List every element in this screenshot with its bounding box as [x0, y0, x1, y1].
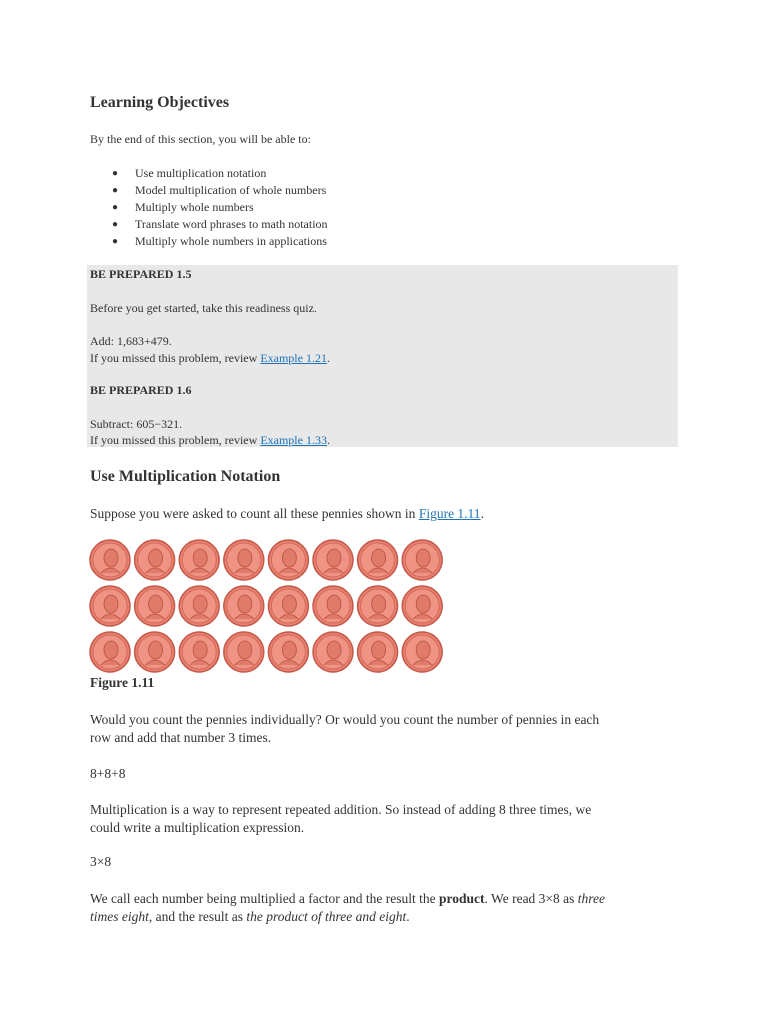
- penny-icon: [268, 632, 308, 672]
- penny-icon: [90, 586, 130, 626]
- bullet-icon: ●: [112, 219, 119, 230]
- count-question-paragraph: Would you count the pennies individually? Or would you count the number of pennies in each row and add that number 3 times.: [90, 712, 600, 745]
- multiplication-expression: 3×8: [90, 854, 112, 869]
- product-definition-paragraph: We call each number being multiplied a factor and the result the product. We read 3×8 as three times eight, and the result as the product of three and eight.: [90, 891, 606, 924]
- penny-icon: [313, 586, 353, 626]
- penny-icon: [224, 632, 264, 672]
- figure-label: Figure 1.11: [90, 675, 155, 690]
- objectives-intro: By the end of this section, you will be able to:: [90, 132, 311, 146]
- use-multiplication-notation-heading: Use Multiplication Notation: [90, 468, 281, 485]
- product-term: product: [439, 891, 485, 906]
- penny-icon: [224, 586, 264, 626]
- pennies-figure: [88, 538, 448, 676]
- multiplication-definition-paragraph: Multiplication is a way to represent repeated addition. So instead of adding 8 three times, we could write a multiplication expression.: [90, 802, 592, 835]
- bullet-icon: ●: [112, 185, 119, 196]
- penny-icon: [179, 540, 219, 580]
- learning-objectives-heading: Learning Objectives: [90, 94, 230, 111]
- penny-icon: [402, 586, 442, 626]
- list-item: ● Multiply whole numbers: [112, 200, 254, 214]
- repeated-addition-expression: 8+8+8: [90, 766, 126, 781]
- penny-icon: [179, 632, 219, 672]
- objectives-list: [90, 165, 328, 250]
- figure-1-11-link[interactable]: Figure 1.11: [418, 506, 481, 521]
- penny-icon: [179, 586, 219, 626]
- penny-icon: [135, 632, 175, 672]
- bullet-icon: ●: [112, 168, 119, 179]
- review-line-2: If you missed this problem, review Example 1.33.: [90, 433, 330, 447]
- penny-icon: [358, 632, 398, 672]
- bullet-icon: ●: [112, 202, 119, 213]
- penny-icon: [90, 632, 130, 672]
- penny-icon: [268, 540, 308, 580]
- penny-icon: [268, 586, 308, 626]
- penny-icon: [135, 540, 175, 580]
- penny-icon: [402, 540, 442, 580]
- readiness-quiz-lead: Before you get started, take this readiness quiz.: [90, 301, 317, 315]
- example-1-33-link[interactable]: Example 1.33: [260, 433, 327, 447]
- penny-icon: [402, 632, 442, 672]
- review-line-1: If you missed this problem, review Example 1.21.: [90, 351, 330, 365]
- penny-icon: [135, 586, 175, 626]
- pennies-intro-paragraph: Suppose you were asked to count all these pennies shown in Figure 1.11.: [90, 506, 484, 521]
- bullet-icon: ●: [112, 236, 119, 247]
- problem-subtract: Subtract: 605−321.: [90, 417, 183, 431]
- penny-icon: [313, 540, 353, 580]
- list-item: ● Translate word phrases to math notation: [112, 217, 328, 231]
- penny-icon: [313, 632, 353, 672]
- penny-icon: [224, 540, 264, 580]
- example-1-21-link[interactable]: Example 1.21: [260, 351, 327, 365]
- penny-icon: [90, 540, 130, 580]
- list-item: ● Multiply whole numbers in applications: [112, 234, 327, 248]
- problem-add: Add: 1,683+479.: [90, 334, 172, 348]
- be-prepared-1-6-title: BE PREPARED 1.6: [90, 383, 192, 397]
- be-prepared-1-5-title: BE PREPARED 1.5: [90, 267, 192, 281]
- list-item: ● Use multiplication notation: [112, 166, 267, 180]
- penny-icon: [358, 586, 398, 626]
- list-item: ● Model multiplication of whole numbers: [112, 183, 327, 197]
- penny-icon: [358, 540, 398, 580]
